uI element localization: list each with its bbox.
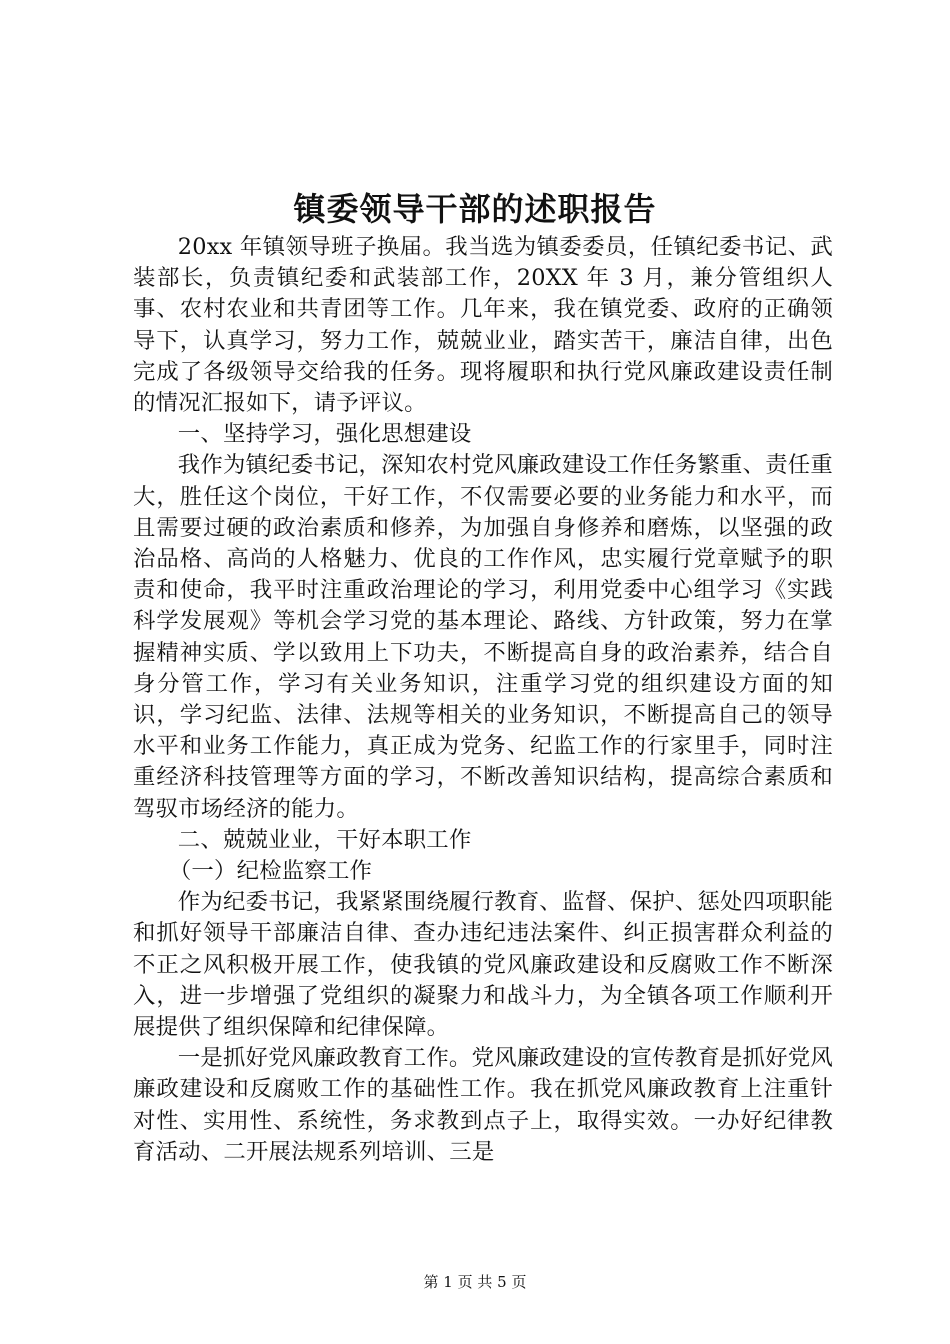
heading-section-2: 二、兢兢业业，干好本职工作 bbox=[177, 826, 472, 853]
page-footer: 第 1 页 共 5 页 bbox=[423, 1273, 527, 1291]
paragraph-education: 一是抓好党风廉政教育工作。党风廉政建设的宣传教育是抓好党风廉政建设和反腐败工作的基础性工作。我在抓党风廉政教育上注重针对性、实用性、系统性，务求教到点子上，取得实效。一办好纪律教育活动、二开展法规系列培训、三是 bbox=[133, 1045, 833, 1165]
paragraph-discipline: 作为纪委书记，我紧紧围绕履行教育、监督、保护、惩处四项职能和抓好领导干部廉洁自律、查办违纪违法案件、纠正损害群众利益的不正之风积极开展工作，使我镇的党风廉政建设和反腐败工作不断深入，进一步增强了党组织的凝聚力和战斗力，为全镇各项工作顺利开展提供了组织保障和纪律保障。 bbox=[133, 889, 833, 1041]
paragraph-intro: 20xx 年镇领导班子换届。我当选为镇委委员，任镇纪委书记、武装部长，负责镇纪委和武装部工作，20XX 年 3 月，兼分管组织人事、农村农业和共青团等工作。几年来，我在镇党委、政府的正确领导下，认真学习，努力工作，兢兢业业，踏实苦干，廉洁自律，出色完成了各级领导交给我的任务。现将履职和执行党风廉政建设责任制的情况汇报如下，请予评议。 bbox=[133, 234, 833, 417]
heading-subsection-1: （一）纪检监察工作 bbox=[168, 858, 373, 885]
paragraph-study: 我作为镇纪委书记，深知农村党风廉政建设工作任务繁重、责任重大，胜任这个岗位，干好工作，不仅需要必要的业务能力和水平，而且需要过硬的政治素质和修养，为加强自身修养和磨炼，以坚强的政治品格、高尚的人格魅力、优良的工作作风，忠实履行党章赋予的职责和使命，我平时注重政治理论的学习，利用党委中心组学习《实践科学发展观》等机会学习党的基本理论、路线、方针政策，努力在掌握精神实质、学以致用上下功夫，不断提高自身的政治素养，结合自身分管工作，学习有关业务知识，注重学习党的组织建设方面的知识，学习纪监、法律、法规等相关的业务知识，不断提高自己的领导水平和业务工作能力，真正成为党务、纪监工作的行家里手，同时注重经济科技管理等方面的学习，不断改善知识结构，提高综合素质和驾驭市场经济的能力。 bbox=[133, 452, 833, 822]
document-body bbox=[133, 232, 833, 1168]
heading-section-1: 一、坚持学习，强化思想建设 bbox=[177, 421, 472, 448]
document-title: 镇委领导干部的述职报告 bbox=[293, 190, 657, 228]
